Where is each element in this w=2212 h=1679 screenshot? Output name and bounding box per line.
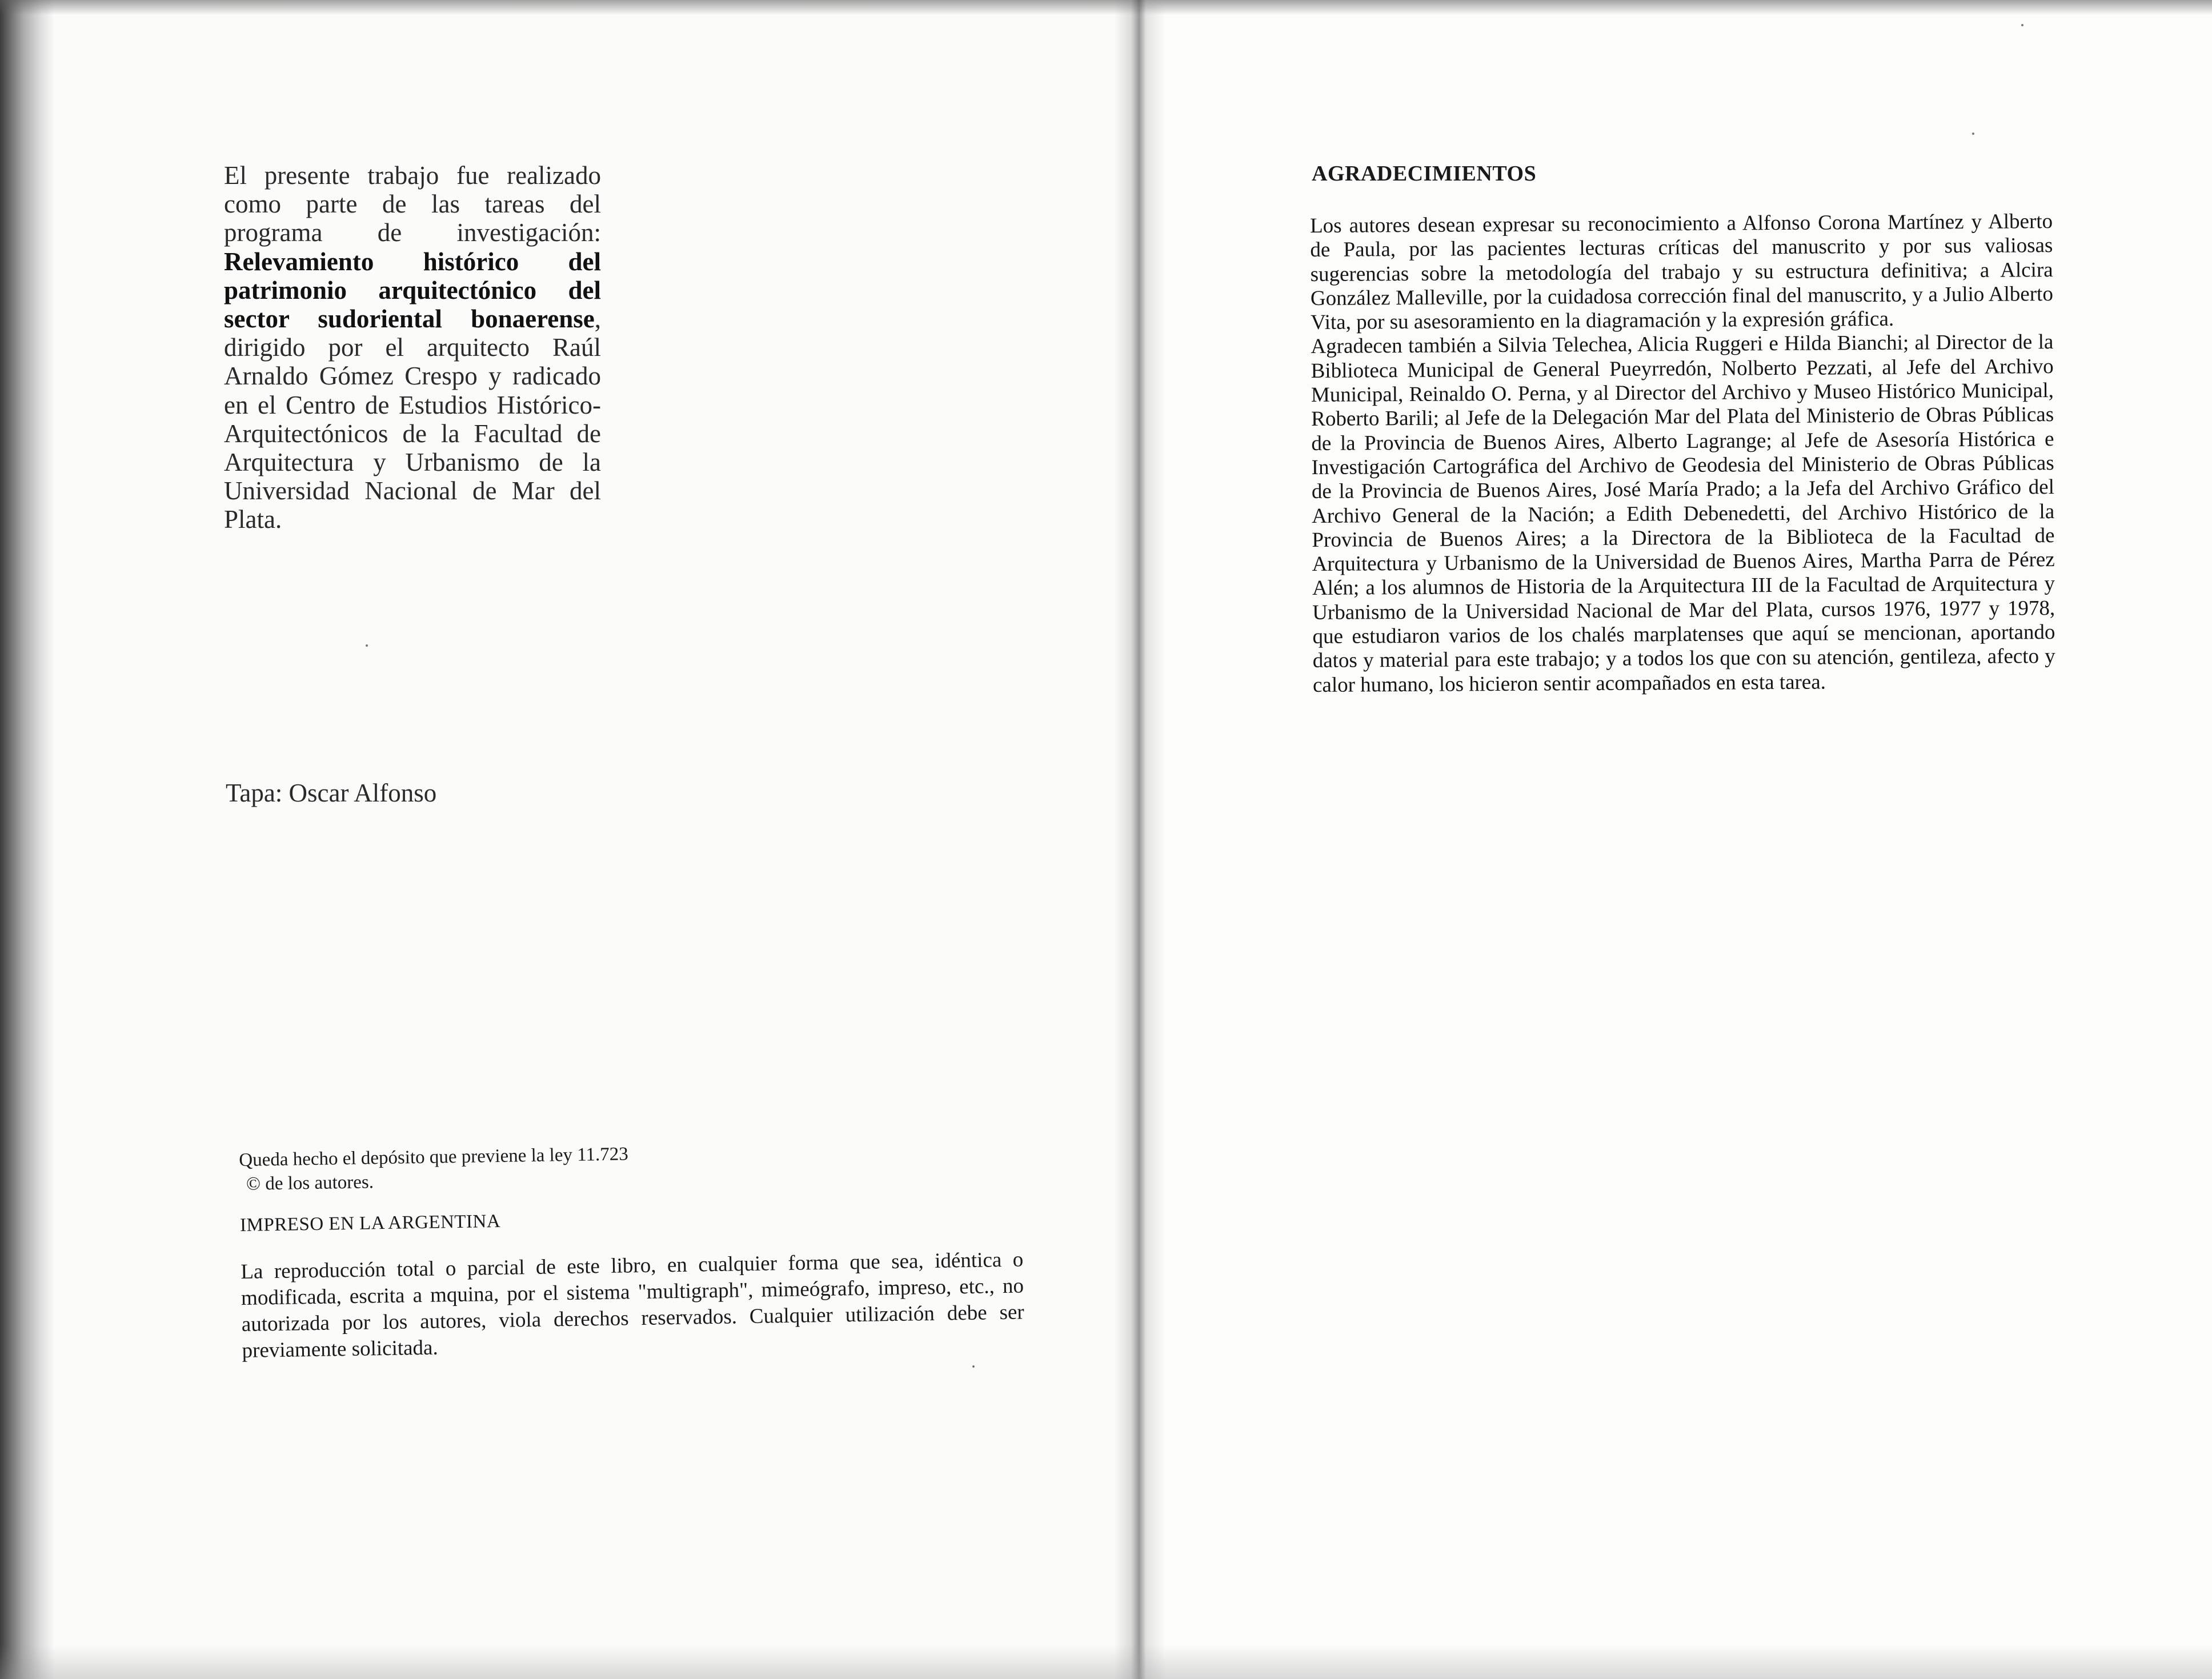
cover-credit: Tapa: Oscar Alfonso	[226, 779, 437, 807]
top-edge-shadow	[0, 0, 2212, 15]
legal-deposit-line: Queda hecho el depósito que previene la ley 11.723	[239, 1144, 628, 1171]
paper-speck	[2021, 24, 2023, 26]
acknowledgements-body	[1310, 210, 2055, 698]
bottom-edge-shadow	[0, 1645, 2212, 1679]
paper-speck	[366, 644, 368, 647]
ack-paragraph-2: Agradecen también a Silvia Telechea, Alicia Ruggeri e Hilda Bianchi; al Director de la Biblioteca Municipal de General Pueyrredón, Nolberto Pezzati, al Jefe del Archivo Municipal, Reinaldo O. Perna, y al Director del Archivo y Museo Histórico Municipal, Roberto Barili; al Jefe de la Delegación Mar del Plata del Ministerio de Obras Públicas de la Provincia de Buenos Aires, Alberto Lagrange; al Jefe de Asesoría Histórica e Investigación Cartográfica del Archivo de Geodesia del Ministerio de Obras Públicas de la Provincia de Buenos Aires, José María Prado; a la Jefa del Archivo Gráfico del Archivo General de la Nación; a Edith Debenedetti, del Archivo Histórico de la Provincia de Buenos Aires; a la Directora de la Biblioteca de la Facultad de Arquitectura y Urbanismo de la Universidad de Buenos Aires, Martha Parra de Pérez Alén; a los alumnos de Historia de la Arquitectura III de la Facultad de Arquitectura y Urbanismo de la Universidad Nacional de Mar del Plata, cursos 1976, 1977 y 1978, que estudiaron varios de los chalés marplatenses que aquí se mencionan, aportando datos y material para este trabajo; y a todos los que con su atención, gentileza, afecto y calor humano, los hicieron sentir acompañados en esta tarea.	[1311, 330, 2055, 697]
section-title: AGRADECIMIENTOS	[1312, 162, 1537, 186]
ack-paragraph-1: Los autores desean expresar su reconocimiento a Alfonso Corona Martínez y Alberto de Paula, por las pacientes lecturas críticas del manuscrito y por sus valiosas sugerencias sobre la metodología del trabajo y su estructura definitiva; a Alcira González Malleville, por la cuidadosa corrección final del manuscrito, y a Julio Alberto Vita, por su asesoramiento en la diagramación y la expresión gráfica.	[1310, 210, 2054, 335]
intro-paragraph	[224, 161, 601, 534]
copyright-line: © de los autores.	[246, 1172, 374, 1195]
imprint-line: IMPRESO EN LA ARGENTINA	[239, 1211, 501, 1236]
binding-gutter	[1114, 0, 1165, 1679]
intro-tail: , dirigido por el arquitecto Raúl Arnaldo Gómez Crespo y radicado en el Centro de Estudios Histórico-Arquitectónicos de la Facultad de Arquitectura y Urbanismo de la Universidad Nacional de Mar del Plata.	[224, 304, 601, 534]
paper-speck	[1972, 133, 1974, 135]
program-name: Relevamiento histórico del patrimonio arquitectónico del sector sudoriental bonaerense	[224, 247, 601, 334]
book-edge-shadow	[0, 0, 54, 1679]
paper-speck	[972, 1365, 975, 1368]
rights-notice: La reproducción total o parcial de este libro, en cualquier forma que sea, idéntica o modificada, escrita a mquina, por el sistema "multigraph", mimeógrafo, impreso, etc., no autorizada por los autores, viola derechos reservados. Cualquier utilización debe ser previamente solicitada.	[241, 1248, 1024, 1363]
colophon	[239, 1136, 1031, 1364]
intro-lead: El presente trabajo fue realizado como parte de las tareas del programa de investigación:	[224, 161, 601, 247]
